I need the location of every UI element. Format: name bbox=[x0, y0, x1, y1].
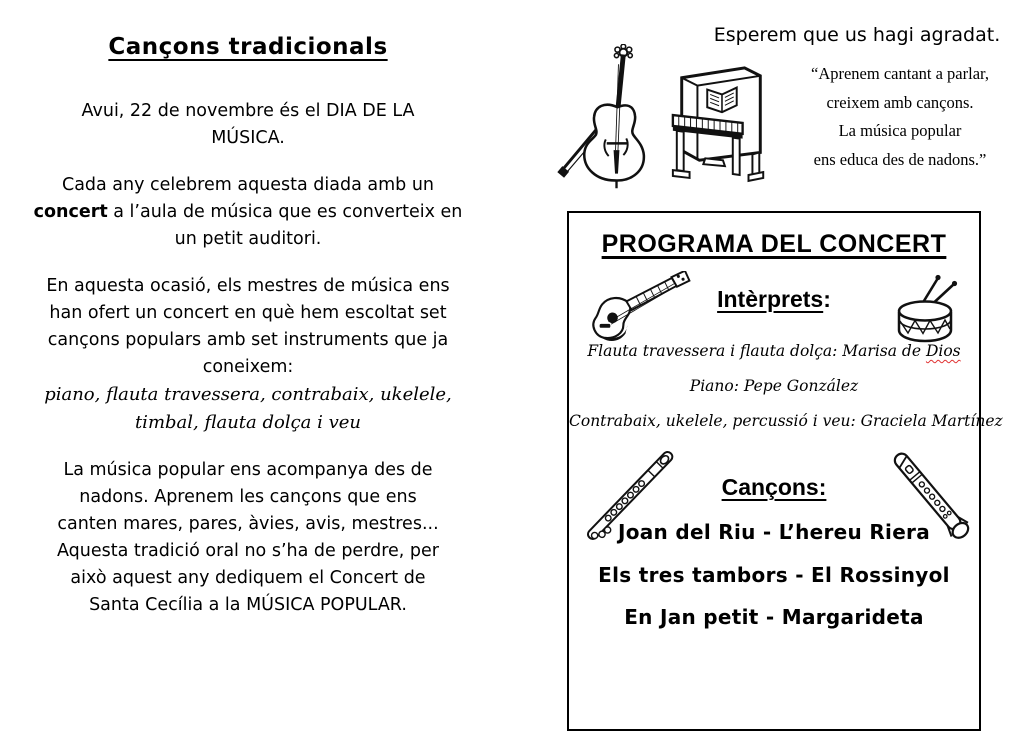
quote-line: “Aprenem cantant a parlar, bbox=[811, 64, 989, 83]
text-line: nadons. Aprenem les cançons que ens bbox=[79, 487, 417, 507]
text-line: concert a l’aula de música que es converteix en bbox=[33, 202, 463, 222]
cancons-heading: Cançons: bbox=[721, 474, 827, 500]
quote-line: ens educa des de nadons.” bbox=[813, 149, 987, 169]
paragraph-concert bbox=[10, 172, 486, 253]
song-item: Els tres tambors - El Rossinyol bbox=[598, 563, 950, 587]
instruments-list-line: piano, flauta travessera, contrabaix, ukelele, bbox=[44, 384, 452, 405]
paragraph-tradition bbox=[10, 457, 486, 619]
program-title: PROGRAMA DEL CONCERT bbox=[601, 230, 947, 258]
quote-block bbox=[778, 60, 1022, 174]
text-line: un petit auditori. bbox=[174, 229, 322, 249]
piano-icon bbox=[666, 56, 776, 184]
left-column bbox=[10, 32, 486, 639]
spellchecked-word: Dios bbox=[925, 342, 961, 360]
farewell-text: Esperem que us hagi agradat. bbox=[713, 24, 1001, 46]
quote-line: La música popular bbox=[838, 121, 962, 140]
bold-word-concert: concert bbox=[33, 202, 108, 222]
text-line: En aquesta ocasió, els mestres de música ens bbox=[46, 276, 450, 296]
text-line: cançons populars amb set instruments que ja bbox=[47, 330, 449, 350]
drum-icon bbox=[881, 273, 969, 347]
program-box bbox=[567, 211, 1003, 731]
recorder-icon bbox=[891, 439, 971, 551]
cello-icon bbox=[556, 44, 678, 190]
quote-line: creixem amb cançons. bbox=[826, 92, 974, 112]
text-line: Santa Cecília a la MÚSICA POPULAR. bbox=[89, 595, 407, 615]
ukulele-icon bbox=[581, 271, 699, 341]
text-line: han ofert un concert en què hem escoltat set bbox=[49, 303, 447, 323]
text-line: Avui, 22 de novembre és el DIA DE LA bbox=[81, 101, 415, 121]
interprets-heading: Intèrprets: bbox=[717, 286, 831, 312]
text-line: Aquesta tradició oral no s’ha de perdre, per bbox=[57, 541, 439, 561]
text-line: coneixem: bbox=[202, 357, 294, 377]
song-item: Joan del Riu - L’hereu Riera bbox=[617, 520, 931, 544]
text-line: canten mares, pares, àvies, avis, mestres... bbox=[57, 514, 439, 534]
paragraph-date bbox=[10, 98, 486, 152]
text-line: La música popular ens acompanya des de bbox=[63, 460, 433, 480]
text-line: això aquest any dediquem el Concert de bbox=[70, 568, 426, 588]
performer-line: Flauta travessera i flauta dolça: Marisa de Dios bbox=[587, 342, 961, 360]
page-title: Cançons tradicionals bbox=[108, 34, 388, 60]
paragraph-instruments bbox=[10, 273, 486, 437]
performer-line: Contrabaix, ukelele, percussió i veu: Graciela Martínez bbox=[569, 412, 1003, 430]
flute-icon bbox=[583, 446, 679, 546]
performer-line: Piano: Pepe González bbox=[689, 377, 859, 395]
instruments-list-line: timbal, flauta dolça i veu bbox=[134, 412, 362, 433]
song-item: En Jan petit - Margarideta bbox=[624, 605, 924, 629]
text-line: MÚSICA. bbox=[211, 128, 285, 148]
text-line: Cada any celebrem aquesta diada amb un bbox=[61, 175, 435, 195]
